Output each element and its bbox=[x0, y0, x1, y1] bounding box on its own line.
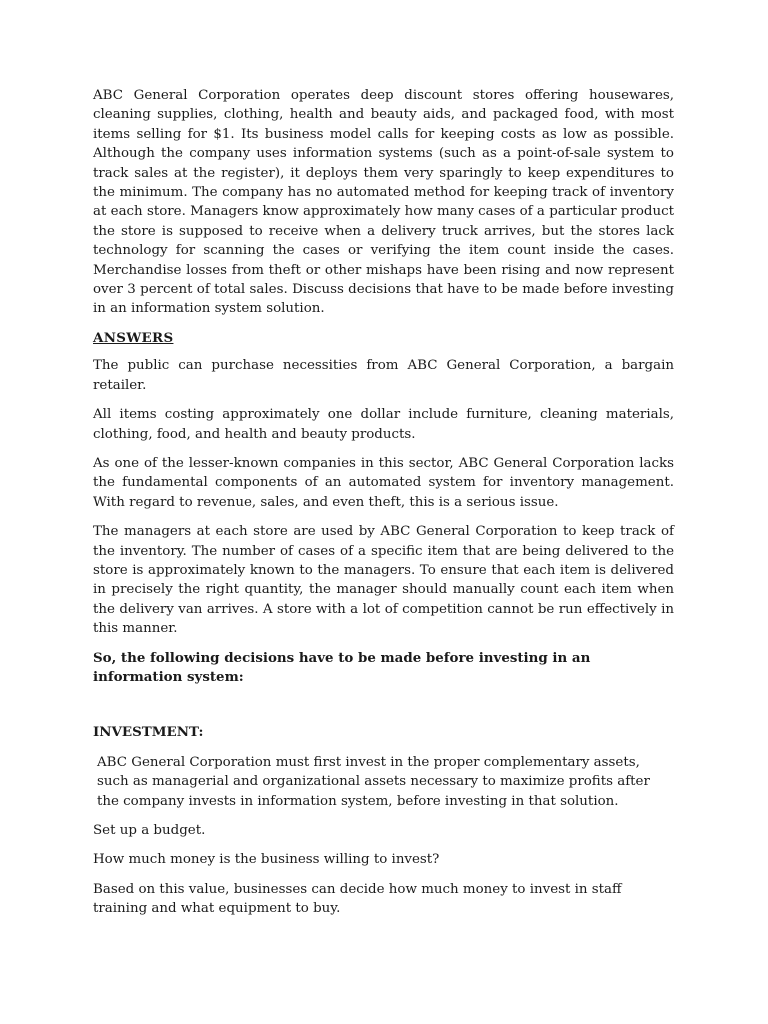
investment-paragraph-2: Set up a budget. bbox=[93, 823, 206, 838]
question-paragraph: ABC General Corporation operates deep discount stores offering housewares, cleaning supplies, clothing, health and beauty aids, and packaged food, with most items selling for $1. Its business model calls for keeping costs as low as possible. Although the company uses information systems (such as a point-of-sale system to track sales at the register), it deploys them very sparingly to keep expenditures to the minimum. The company has no automated method for keeping track of inventory at each store. Managers know approximately how many cases of a particular product the store is supposed to receive when a delivery truck arrives, but the stores lack technology for scanning the cases or verifying the item count inside the cases. Merchandise losses from theft or other mishaps have been rising and now represent over 3 percent of total sales. Discuss decisions that have to be made before investing in an information system solution. bbox=[93, 88, 674, 317]
investment-paragraph-4: Based on this value, businesses can decide how much money to invest in staff training and what equipment to buy. bbox=[93, 881, 622, 917]
investment-paragraph-3: How much money is the business willing to invest? bbox=[93, 852, 440, 868]
investment-paragraph-1: ABC General Corporation must first invest in the proper complementary assets, such as managerial and organizational assets necessary to maximize profits after the company invests in information system, before investing in that solution. bbox=[97, 754, 650, 809]
decisions-heading: So, the following decisions have to be made before investing in an information system: bbox=[93, 649, 591, 685]
answer-paragraph-4: The managers at each store are used by ABC General Corporation to keep track of the inventory. The number of cases of a specific item that are being delivered to the store is approximately known to the managers. To ensure that each item is delivered in precisely the right quantity, the manager should manually count each item when the delivery van arrives. A store with a lot of competition cannot be run effectively in this manner. bbox=[93, 524, 674, 637]
answers-heading: ANSWERS bbox=[93, 329, 174, 346]
blank-line bbox=[93, 697, 674, 723]
document-page bbox=[93, 86, 674, 929]
answer-paragraph-3: As one of the lesser-known companies in this sector, ABC General Corporation lacks the fundamental components of an automated system for inventory management. With regard to revenue, sales, and even theft, this is a serious issue. bbox=[93, 455, 674, 510]
answer-paragraph-2: All items costing approximately one dollar include furniture, cleaning materials, clothing, food, and health and beauty products. bbox=[93, 407, 674, 442]
investment-heading: INVESTMENT: bbox=[93, 724, 204, 741]
answer-paragraph-1: The public can purchase necessities from ABC General Corporation, a bargain retailer. bbox=[93, 358, 674, 393]
